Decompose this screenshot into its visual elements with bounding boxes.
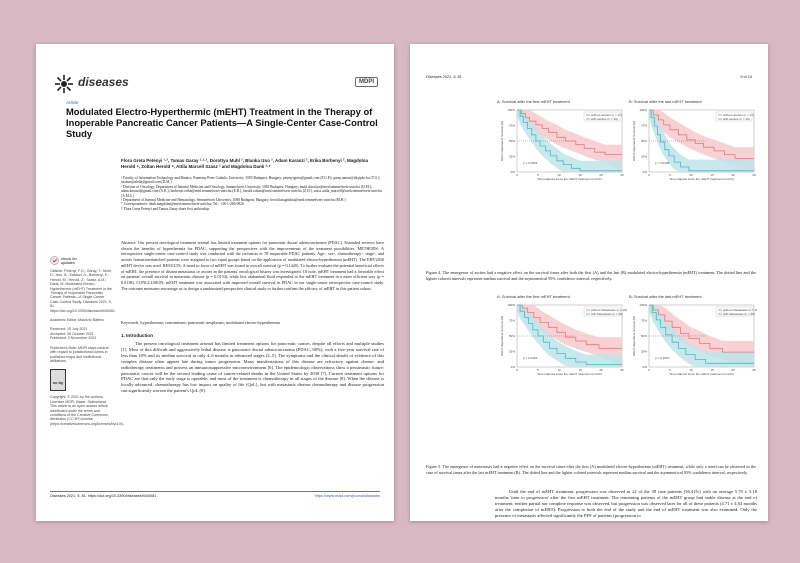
fig4-b-ylabel: mEHT-dependent Survival (%) bbox=[632, 120, 636, 162]
fig5-a-xtick: 10 bbox=[557, 368, 561, 372]
fig4-a-ytick: 100% bbox=[507, 108, 515, 112]
fig5-b-title: B: Survival after the last mEHT treatment bbox=[629, 294, 702, 299]
fig5-a-pvalue: p = 0.0154 bbox=[523, 356, 538, 360]
fig4-b-xlabel: Time elapsed since the mEHT treatment (month) bbox=[669, 177, 734, 181]
fig5-b-xlabel: Time elapsed since the mEHT treatment (month) bbox=[669, 372, 734, 376]
fig4-a-xlabel: Time elapsed since the mEHT treatment (month) bbox=[537, 177, 602, 181]
fig4-b-xtick: 10 bbox=[689, 173, 693, 177]
fig5-b-xtick: 5 bbox=[669, 368, 671, 372]
fig5-a-ytick: 50% bbox=[508, 334, 515, 338]
fig4-b-pvalue: p = 0.0138 bbox=[655, 161, 670, 165]
introduction-text: The present oncological treatment arsenal has limited treatment options for pancreatic cancer, despite all efforts and multiple studies [1]. Most of this difficult and aggressively lethal disease is pancreatic ductal adenocarcinoma (PDAC, 90%), with a five-year survival rate of less than 10% and its median survival in only 4–6 months in advanced stages [2–5]. The symptoms and the clinical details of evidence of this complex disease often appear late during tumor progression. Many manifestations of this disease are refractory against chemo- and radiotherapy treatments and possess an immunosuppressive microenvironment [6]. The epidemiologic observations show a pessimistic future: pancreatic cancer will be the second leading cause of cancer-related deaths in the United States by 2030 [7]. Current treatment options for PDAC are that only the early stage is operable, and most of the treatment is chemotherapy in all stages of the disease [8]. When the disease is locally advanced, chemotherapy has low impact on quality of life (QoL), but with metastatic disease chemotherapy and disease progression can significantly worsen the patient's QoL [9]. bbox=[121, 341, 384, 394]
author-list: Flora Greta Petenyi ¹·², Tamas Garay ¹·²·³, Dorottya Muhl ², Blanka Izso ², Adam Karaszi ², Erika Borbenyi ², Magdolna Herold ⁴, Zoltan Herold ⁴, Attila Marcell Szasz ² and Magdolna Dank ²·* bbox=[121, 158, 369, 169]
cc-license-badge[interactable] bbox=[50, 369, 66, 391]
fig5-b-xtick: 10 bbox=[689, 368, 693, 372]
fig4-b-ytick: 50% bbox=[640, 139, 647, 143]
fig5-b-ytick: 25% bbox=[640, 349, 647, 354]
affiliations bbox=[121, 176, 383, 211]
fig4-a-xtick: 5 bbox=[537, 173, 539, 177]
fig5-a-legend-red: without Metastasis (n = 18) bbox=[591, 308, 627, 312]
fig4-b-legend-red: without ascites (n = 17) bbox=[723, 113, 754, 117]
fig4-b-ytick: 0% bbox=[642, 170, 647, 174]
fig4-a-title: A: Survival after the first mEHT treatment bbox=[497, 99, 570, 104]
academic-editor: Academic Editor: Maurizio Battino bbox=[50, 318, 104, 323]
fig5-a-ytick: 25% bbox=[508, 349, 515, 354]
fig4-b-ytick: 25% bbox=[640, 154, 647, 159]
fig4-a-xtick: 0 bbox=[516, 173, 518, 177]
fig5-b-ylabel: mEHT-dependent Survival (%) bbox=[632, 315, 636, 357]
fig4-a-xtick: 10 bbox=[557, 173, 561, 177]
figure-4-caption: Figure 4. The emergence of ascites had a negative effect on the survival times after both the first (A) and the last (B) modulated electro-hyperthermia (mEHT) treatment. The dotted line and the lighter colored intervals represent median survival and the asymmetrical 95% confidence interval, respectively. bbox=[426, 270, 756, 281]
article-sidebar bbox=[50, 256, 125, 426]
fig5-b-legend-teal: with Metastasis (n = 20) bbox=[723, 312, 755, 316]
fig5-a-title: A: Survival after the first mEHT treatment bbox=[497, 294, 570, 299]
fig4-b-ytick: 100% bbox=[639, 108, 647, 112]
fig5-b-pvalue: p = 0.1610 bbox=[655, 356, 670, 360]
fig5-a-xtick: 25 bbox=[620, 368, 624, 372]
journal-logo-icon bbox=[54, 74, 74, 94]
fig4-a-legend-red: without ascites (n = 17) bbox=[591, 113, 622, 117]
fig4-a-xtick: 15 bbox=[578, 173, 582, 177]
page-1 bbox=[36, 44, 394, 521]
correspondence: * Correspondence: dank.magdolna@med.semmelweis-univ.hu; Tel.: +36-1-266-0926 bbox=[121, 202, 244, 207]
fig5-b-ytick: 50% bbox=[640, 334, 647, 338]
fig4-b-title: B: Survival after the last mEHT treatment bbox=[629, 99, 702, 104]
fig4-b-xtick: 15 bbox=[710, 173, 714, 177]
fig4-a-ytick: 0% bbox=[510, 170, 515, 174]
fig4-a-xtick: 20 bbox=[599, 173, 603, 177]
fig5-a-ylabel: mEHT-dependent Survival (%) bbox=[500, 315, 504, 357]
fig4-b-xtick: 0 bbox=[648, 173, 650, 177]
copyright-notice: Copyright: © 2021 by the authors. Licensee MDPI, Basel, Switzerland. This article is an open access article distributed under the terms and conditions of the Creative Commons Attribution (CC BY) license (https://creativecommons.org/licenses/by/4.0/). bbox=[50, 395, 125, 426]
article-title: Modulated Electro-Hyperthermic (mEHT) Treatment in the Therapy of Inoperable Pancreatic Cancer Patients—A Single-Center Case-Control Study bbox=[66, 106, 378, 139]
updates-label: check for updates bbox=[61, 256, 77, 265]
fig5-a-ytick: 75% bbox=[508, 318, 515, 323]
figure-5-caption: Figure 5. The emergence of metastases had a negative effect on the survival times after the first (A) modulated electro-hyperthermia (mEHT) treatment, while only a trend can be observed in the case of survival times after the last mEHT treatment (B). The dotted line and the lighter colored intervals represent median survival and the asymmetrical 95% confidence interval, respectively. bbox=[426, 464, 756, 475]
publisher-logo: MDPI bbox=[355, 77, 378, 87]
fig5-a-xtick: 15 bbox=[578, 368, 582, 372]
fig5-a-legend bbox=[584, 307, 627, 316]
figure-4 bbox=[495, 98, 757, 264]
figure-4-chart bbox=[495, 98, 757, 264]
fig4-a-ytick: 25% bbox=[508, 154, 515, 159]
fig5-b-ytick: 0% bbox=[642, 365, 647, 369]
article-type: Article bbox=[66, 100, 79, 105]
affiliation-3: ³ Department of Internal Medicine and Hematology, Semmelweis University, 1088 Budapest, Hungary; herold.magdolna@med.semmelweis-univ.hu (M.H.) bbox=[121, 198, 346, 203]
fig4-a-ylabel: mEHT-dependent Survival (%) bbox=[500, 120, 504, 162]
fig4-b-ytick: 75% bbox=[640, 123, 647, 128]
fig4-a-ytick: 50% bbox=[508, 139, 515, 143]
updates-badge-icon bbox=[50, 256, 59, 265]
figure-5 bbox=[495, 293, 757, 456]
fig4-a-legend bbox=[584, 112, 622, 121]
journal-name: diseases bbox=[78, 75, 129, 89]
journal-logo bbox=[54, 74, 74, 99]
fig5-a-ytick: 100% bbox=[507, 303, 515, 307]
page-2 bbox=[410, 44, 768, 521]
fig4-a-xtick: 25 bbox=[620, 173, 624, 177]
footer-journal-link[interactable]: https://www.mdpi.com/journal/diseases bbox=[314, 494, 380, 498]
fig5-b-ytick: 75% bbox=[640, 318, 647, 323]
section-heading: 1. Introduction bbox=[121, 333, 153, 338]
author-note: † Flora Greta Petenyi and Tamas Garay share first authorship. bbox=[121, 206, 210, 211]
received-date: Received: 15 July 2021 bbox=[50, 327, 88, 332]
citation-block: Citation: Petenyi, F.G.; Garay, T.; Muhl, D.; Izso, B.; Karaszi, A.; Borbenyi, E.; Herold, M.; Herold, Z.; Szasz, A.M.; Dank, M. Modulated Electro-Hyperthermic (mEHT) Treatment in the Therapy of Inoperable Pancreatic Cancer Patients—A Single-Center Case-Control Study. Diseases 2021, 9, 81. https://doi.org/10.3390/diseases9040081 bbox=[50, 269, 115, 313]
fig5-b-legend-red: without Metastasis (n = 18) bbox=[723, 308, 757, 312]
fig4-a-pvalue: p = 0.0063 bbox=[523, 161, 538, 165]
fig4-b-xtick: 5 bbox=[669, 173, 671, 177]
running-header: Diseases 2021, 9, 81 bbox=[426, 75, 462, 79]
license-badge-label: cc by bbox=[53, 380, 64, 386]
affiliation-1: ¹ Faculty of Information Technology and Bionics, Pazmany Peter Catholic University, 1083 Budapest, Hungary; petenyigreta@gmail.com (F.G.P.); garay.tamas@itk.ppke.hu (T.G.); ozsmet@aleda@gmail.com (D.M.) bbox=[121, 176, 381, 185]
publishers-note: Publisher's Note: MDPI stays neutral with regard to jurisdictional claims in published maps and institutional affiliations. bbox=[50, 345, 109, 363]
fig5-b-xtick: 25 bbox=[752, 368, 756, 372]
fig5-a-xtick: 20 bbox=[599, 368, 603, 372]
keywords: Keywords: hyperthermia; concomitant; pancreatic neoplasms; modulated electro-hyperthermia bbox=[121, 320, 280, 325]
page-number: 9 of 14 bbox=[740, 75, 752, 79]
published-date: Published: 3 November 2021 bbox=[50, 336, 97, 341]
check-updates-button[interactable] bbox=[50, 256, 112, 265]
fig5-a-legend-teal: with Metastasis (n = 20) bbox=[591, 312, 623, 316]
accepted-date: Accepted: 30 October 2021 bbox=[50, 331, 94, 336]
fig5-b-xtick: 0 bbox=[648, 368, 650, 372]
results-text: Until the end of mEHT treatment, progression was observed in 22 of the 39 case patients (56.41%) with an average 5.70 ± 5.18 months 'time to progression' after the first mEHT treatment. The remaining patients of the mEHT group had stable disease at the end of treatment; neither partial nor complete response was observed, but progression was observed later for all of these patients (4.71 ± 4.63 months after the completion of mEHT). Progression to both the end of the study and the end of mEHT treatment was also examined. Only the presence of metastasis affected significantly the PFS of patients (progression to bbox=[495, 489, 757, 518]
fig4-b-xtick: 25 bbox=[752, 173, 756, 177]
abstract: Abstract: Our present oncological treatment arsenal has limited treatment options for pancreatic ductal adenocarcinoma (PDAC). Extended reviews have shown the benefits of hyperthermia for PDAC, supporting the perspectives with the improvements of the treatment possibilities. METHODS: A retrospective single-center case-control study was conducted with the inclusion of 78 inoperable PDAC patients. Age-, sex-, chemotherapy-, stage-, and ascites formation-matched patients were assigned to two equal groups based on the application of modulated electro-hyperthermia (mEHT). The EHV2030 mEHT device was used. RESULTS: A trend in favor of mEHT was found in overall survival (p = 0.1420). To further evaluate the potential beneficial effects of mEHT, the presence of distant metastasis or ascites in the patients' oncological history was investigated. Of note, mEHT treatment had a favorable effect on patients' overall survival in metastatic disease (p = 0.0154), while less abdominal fluid responded to the mEHT treatment in a more efficient way (p = 0.0138). CONCLUSION: mEHT treatment was associated with improved overall survival in PDAC in our single-center retrospective case-control study. The outcome measures encourage us to design a randomized prospective clinical study to further confirm the efficacy of mEHT in this patient cohort. bbox=[121, 240, 384, 291]
fig5-a-xlabel: Time elapsed since the mEHT treatment (month) bbox=[537, 372, 602, 376]
fig5-b-xtick: 15 bbox=[710, 368, 714, 372]
fig5-b-xtick: 20 bbox=[731, 368, 735, 372]
affiliation-2: ² Division of Oncology, Department of Internal Medicine and Oncology, Semmelweis University, 1083 Budapest, Hungary; muhl.dorottya@med.semmelweis-univ.hu (D.M.); adam.karaszi@gmail.com (A.K.); borbenyi.erika@med.semmelweis-univ.hu (E.B.); herold.zoltan@med.semmelweis-univ.hu (Z.H.); szasz.attila_marcell@med.semmelweis-univ.hu (A.M.S.) bbox=[121, 184, 382, 198]
fig4-b-xtick: 20 bbox=[731, 173, 735, 177]
fig4-a-ytick: 75% bbox=[508, 123, 515, 128]
figure-5-chart bbox=[495, 293, 757, 456]
fig4-a-legend-teal: with ascites (n = 19) bbox=[591, 117, 618, 121]
fig5-b-legend bbox=[716, 307, 757, 316]
fig5-a-ytick: 0% bbox=[510, 365, 515, 369]
footer-rule bbox=[50, 491, 380, 492]
fig4-b-legend bbox=[716, 112, 754, 121]
fig5-b-ytick: 100% bbox=[639, 303, 647, 307]
fig4-b-legend-teal: with ascites (n = 19) bbox=[723, 117, 750, 121]
fig5-a-xtick: 5 bbox=[537, 368, 539, 372]
fig5-a-xtick: 0 bbox=[516, 368, 518, 372]
footer-citation[interactable]: Diseases 2021, 9, 81. https://doi.org/10.3390/diseases9040081 bbox=[50, 494, 157, 498]
